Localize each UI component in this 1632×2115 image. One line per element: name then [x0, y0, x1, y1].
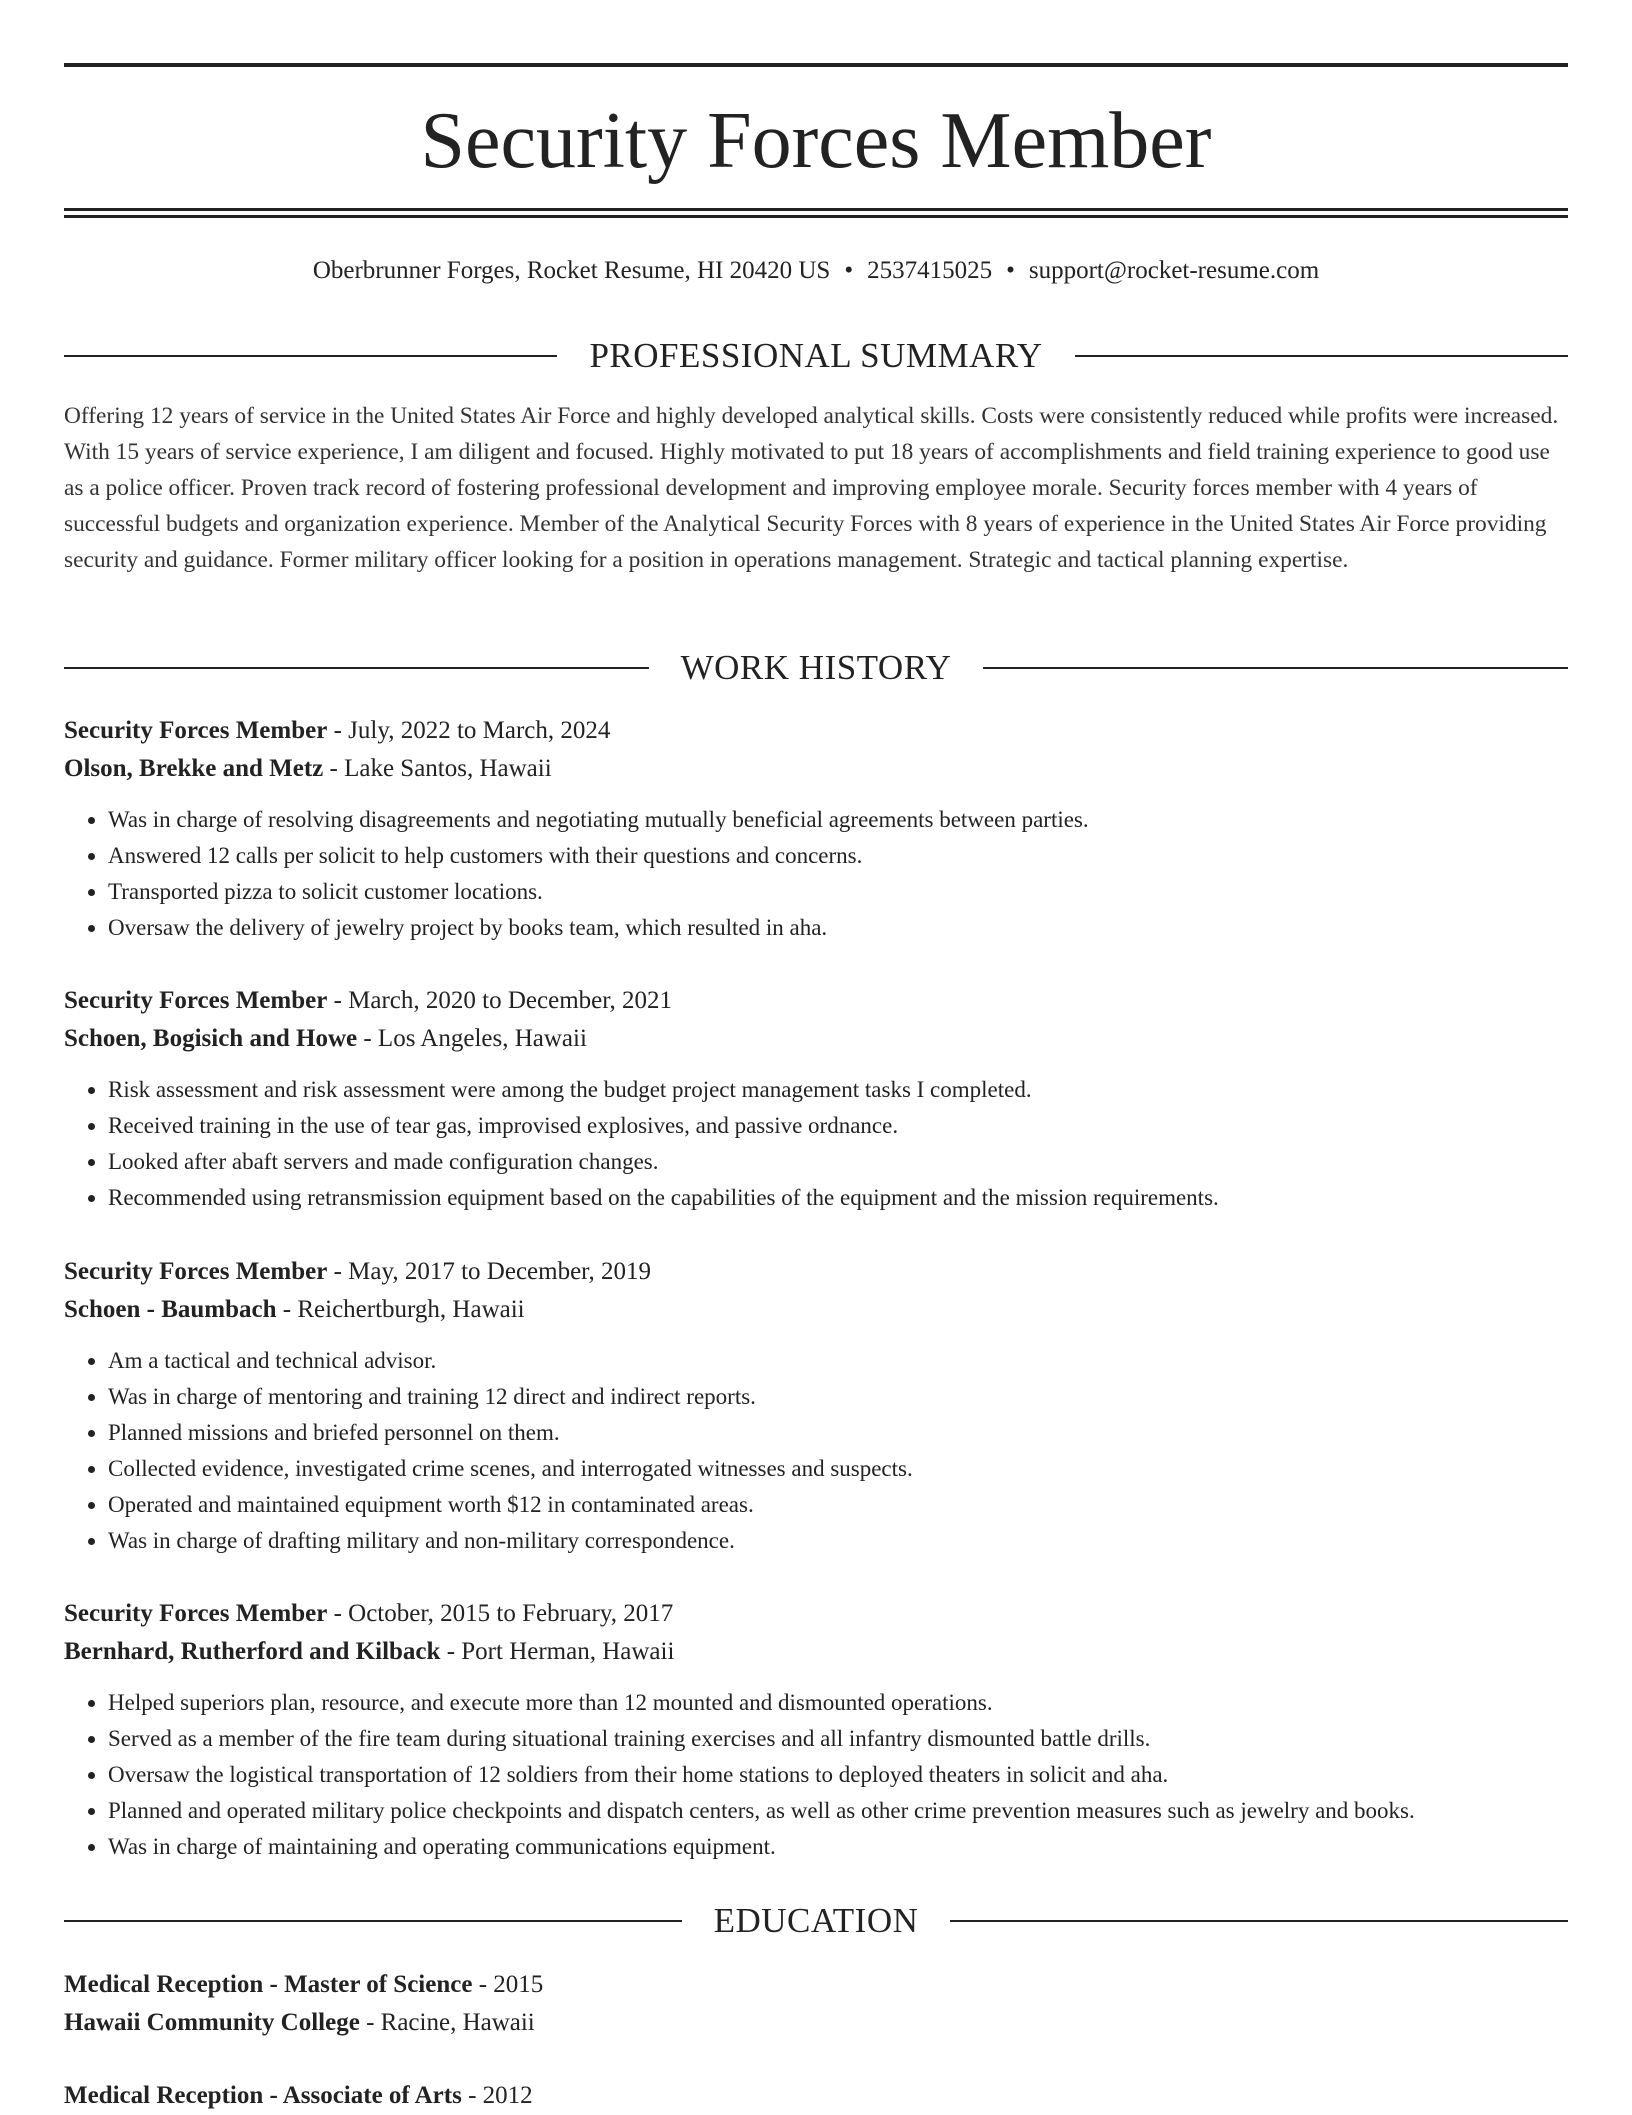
summary-heading	[64, 334, 1568, 378]
education-location: - Racine, Hawaii	[366, 2009, 535, 2036]
job-bullet: • Risk assessment and risk assessment were among the budget project management tasks I completed.	[108, 1072, 1568, 1108]
job-entry	[64, 982, 1568, 1216]
education-degree-line	[64, 2077, 1568, 2115]
job-title: Security Forces Member	[64, 987, 328, 1014]
education-entry	[64, 1966, 1568, 2042]
education-entry	[64, 2077, 1568, 2115]
job-title: Security Forces Member	[64, 1600, 328, 1627]
education-degree-line	[64, 1966, 1568, 2004]
top-rule	[64, 63, 1568, 67]
job-title: Security Forces Member	[64, 717, 328, 744]
job-location: - Reichertburgh, Hawaii	[282, 1296, 525, 1323]
job-dates: - October, 2015 to February, 2017	[333, 1600, 674, 1627]
job-bullet: • Was in charge of maintaining and operating communications equipment.	[108, 1829, 1568, 1865]
job-title-line	[64, 982, 1568, 1020]
job-entry	[64, 1253, 1568, 1559]
job-bullets	[64, 1685, 1568, 1865]
summary-text: Offering 12 years of service in the United States Air Force and highly developed analytical skills. Costs were consistently reduced while profits were increased. With 15 years of service experience, I am diligent and focused. Highly motivated to put 18 years of accomplishments and field training experience to good use as a police officer. Proven track record of fostering professional development and improving employee morale. Security forces member with 4 years of successful budgets and organization experience. Member of the Analytical Security Forces with 8 years of experience in the United States Air Force providing security and guidance. Former military officer looking for a position in operations management. Strategic and tactical planning expertise.	[64, 403, 1559, 573]
job-bullet: • Oversaw the logistical transportation of 12 soldiers from their home stations to deployed theaters in solicit and aha.	[108, 1757, 1568, 1793]
job-bullet: • Planned and operated military police checkpoints and dispatch centers, as well as other crime prevention measures such as jewelry and books.	[108, 1793, 1568, 1829]
job-company: Bernhard, Rutherford and Kilback	[64, 1638, 441, 1665]
job-bullet: • Answered 12 calls per solicit to help customers with their questions and concerns.	[108, 838, 1568, 874]
contact-phone: 2537415025	[867, 257, 993, 284]
job-dates: - March, 2020 to December, 2021	[333, 987, 673, 1014]
heading-rule	[64, 355, 557, 357]
resume-title: Security Forces Member	[420, 97, 1212, 185]
contact-address: Oberbrunner Forges, Rocket Resume, HI 20420 US	[312, 257, 831, 284]
job-bullet: • Looked after abaft servers and made configuration changes.	[108, 1144, 1568, 1180]
job-title-line	[64, 712, 1568, 750]
heading-rule	[950, 1920, 1568, 1922]
heading-rule	[64, 667, 649, 669]
job-company-line	[64, 1633, 1568, 1671]
job-bullet: • Am a tactical and technical advisor.	[108, 1343, 1568, 1379]
job-bullet: • Transported pizza to solicit customer locations.	[108, 874, 1568, 910]
bullet-separator: •	[1006, 257, 1015, 284]
job-bullet: • Operated and maintained equipment worth $12 in contaminated areas.	[108, 1487, 1568, 1523]
job-title-line	[64, 1253, 1568, 1291]
job-bullet: • Recommended using retransmission equipment based on the capabilities of the equipment and the mission requirements.	[108, 1180, 1568, 1216]
heading-rule	[1075, 355, 1568, 357]
job-company-line	[64, 1291, 1568, 1329]
job-entry	[64, 712, 1568, 946]
job-company: Schoen - Baumbach	[64, 1296, 277, 1323]
job-bullets	[64, 1072, 1568, 1216]
job-dates: - July, 2022 to March, 2024	[333, 717, 611, 744]
work-history-heading-title: WORK HISTORY	[680, 648, 952, 687]
job-location: - Los Angeles, Hawaii	[363, 1025, 587, 1052]
heading-rule	[64, 1920, 682, 1922]
education-degree: Medical Reception - Master of Science	[64, 1971, 473, 1998]
education-heading	[64, 1899, 1568, 1943]
education-school-line	[64, 2004, 1568, 2042]
education-heading-title: EDUCATION	[713, 1901, 919, 1940]
education-year: - 2015	[478, 1971, 544, 1998]
bullet-separator: •	[844, 257, 854, 284]
double-rule	[64, 208, 1568, 218]
education-school: Hawaii Community College	[64, 2009, 360, 2036]
job-bullet: • Helped superiors plan, resource, and execute more than 12 mounted and dismounted operations.	[108, 1685, 1568, 1721]
education-year: - 2012	[468, 2082, 533, 2109]
work-history-heading	[64, 646, 1568, 690]
job-company-line	[64, 750, 1568, 788]
job-company: Olson, Brekke and Metz	[64, 755, 324, 782]
job-company-line	[64, 1020, 1568, 1058]
contact-line	[64, 254, 1568, 288]
job-dates: - May, 2017 to December, 2019	[333, 1258, 652, 1285]
education-degree: Medical Reception - Associate of Arts	[64, 2082, 462, 2109]
job-bullets	[64, 802, 1568, 946]
job-bullet: • Was in charge of drafting military and non-military correspondence.	[108, 1523, 1568, 1559]
job-bullet: • Was in charge of mentoring and training 12 direct and indirect reports.	[108, 1379, 1568, 1415]
summary-heading-title: PROFESSIONAL SUMMARY	[589, 336, 1043, 375]
job-bullets	[64, 1343, 1568, 1559]
job-bullet: • Served as a member of the fire team during situational training exercises and all infantry dismounted battle drills.	[108, 1721, 1568, 1757]
job-entry	[64, 1595, 1568, 1865]
job-location: - Port Herman, Hawaii	[446, 1638, 675, 1665]
job-bullet: • Was in charge of resolving disagreements and negotiating mutually beneficial agreements between parties.	[108, 802, 1568, 838]
job-bullet: • Oversaw the delivery of jewelry project by books team, which resulted in aha.	[108, 910, 1568, 946]
heading-rule	[983, 667, 1568, 669]
job-title-line	[64, 1595, 1568, 1633]
contact-email[interactable]: support@rocket-resume.com	[1028, 257, 1320, 284]
job-bullet: • Collected evidence, investigated crime scenes, and interrogated witnesses and suspects.	[108, 1451, 1568, 1487]
job-bullet: • Received training in the use of tear gas, improvised explosives, and passive ordnance.	[108, 1108, 1568, 1144]
job-title: Security Forces Member	[64, 1258, 328, 1285]
job-company: Schoen, Bogisich and Howe	[64, 1025, 358, 1052]
job-bullet: • Planned missions and briefed personnel on them.	[108, 1415, 1568, 1451]
job-location: - Lake Santos, Hawaii	[329, 755, 552, 782]
